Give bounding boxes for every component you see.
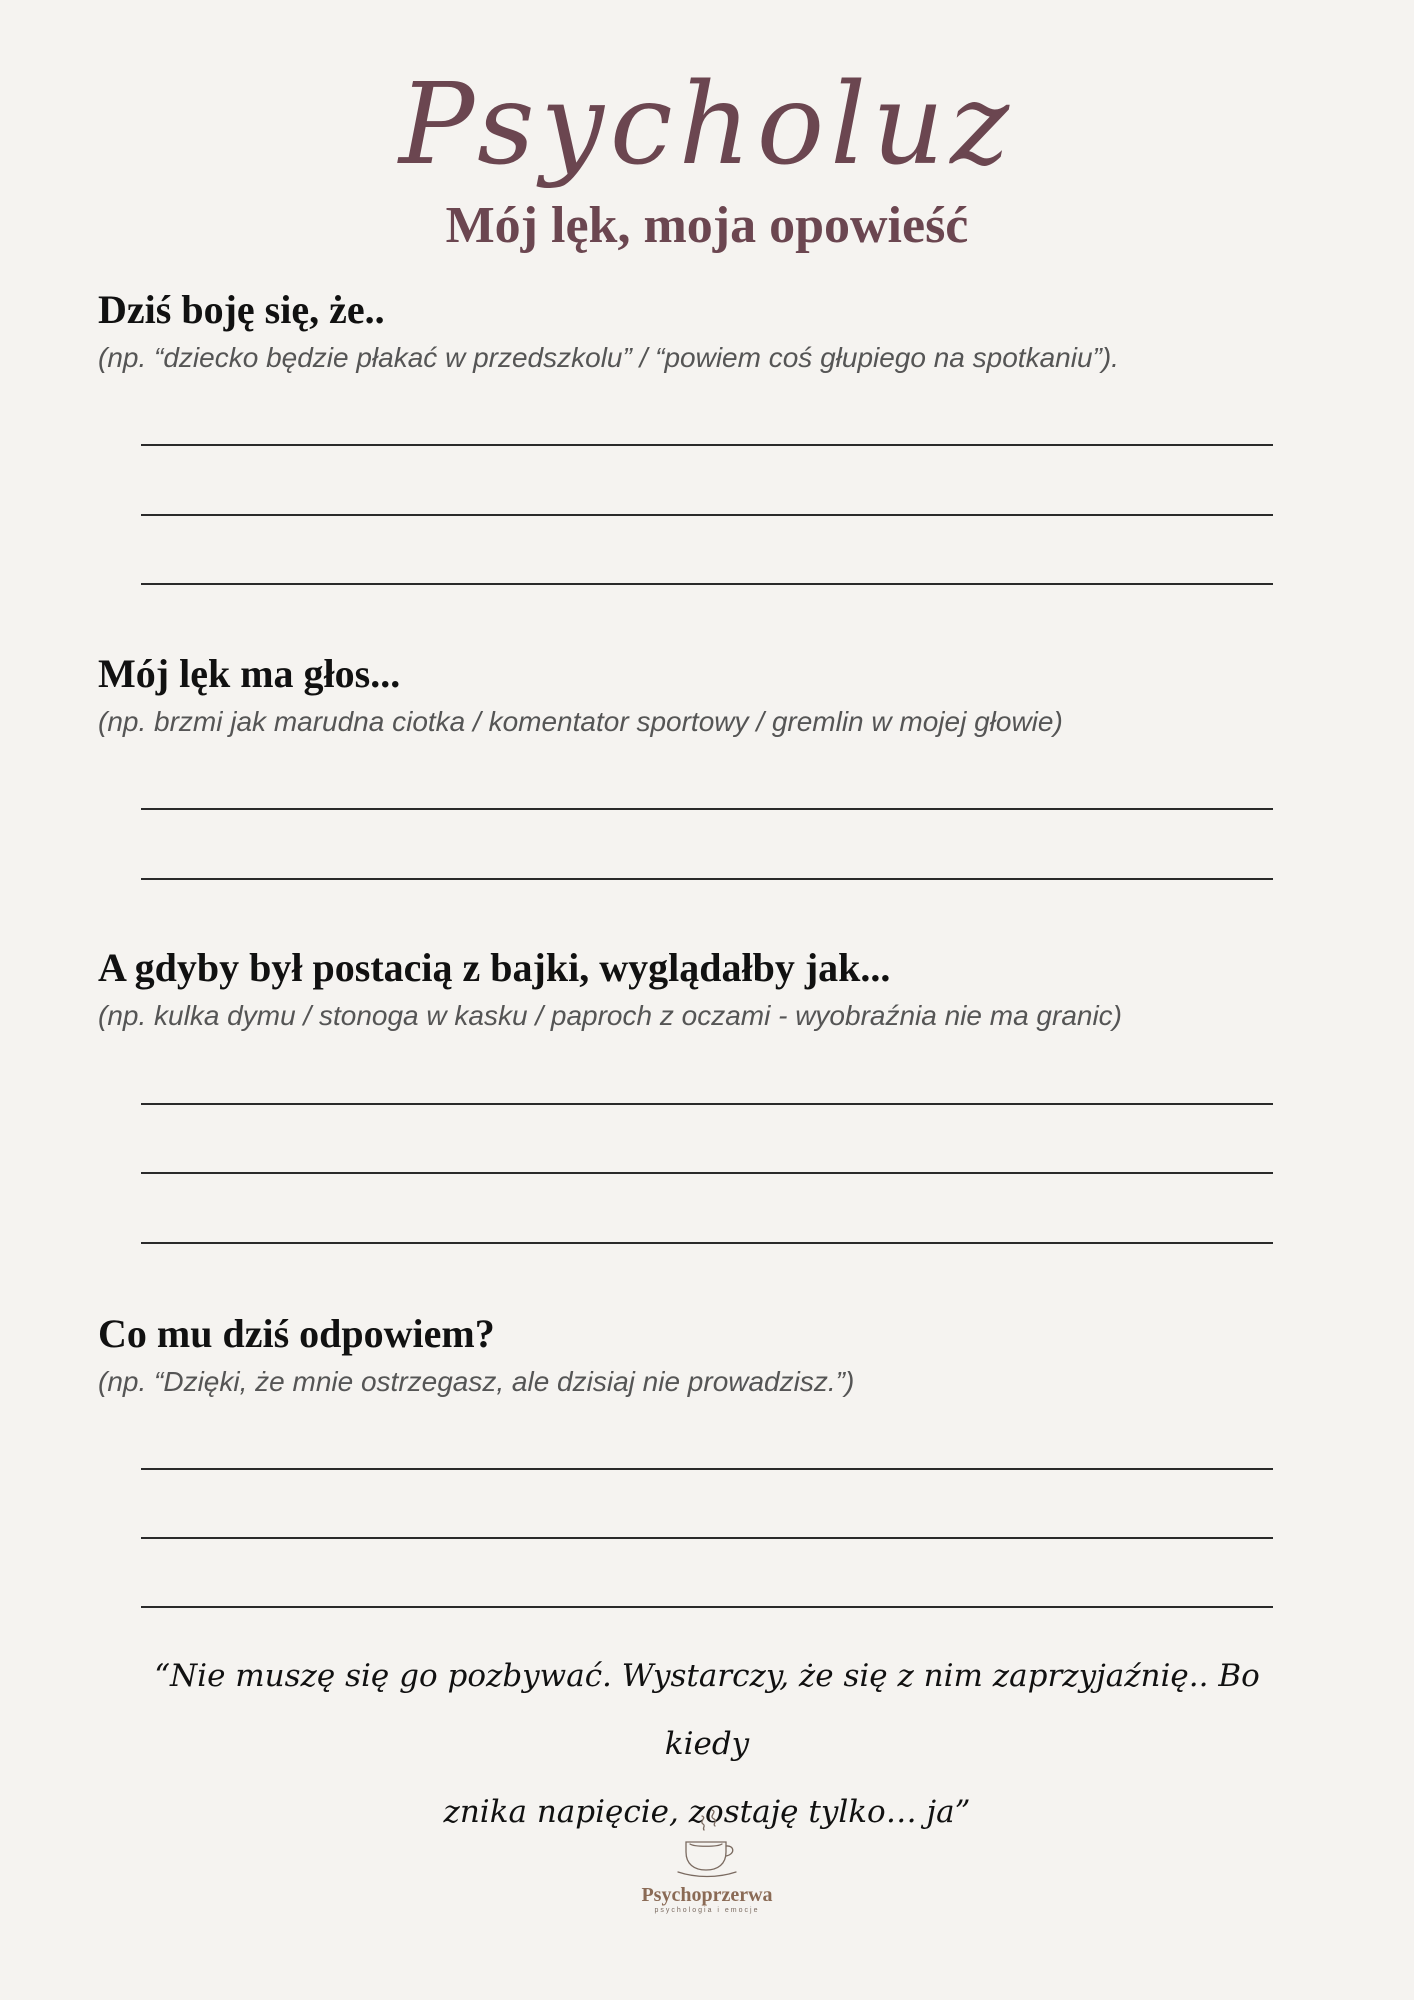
answer-line[interactable] bbox=[141, 808, 1273, 810]
answer-line[interactable] bbox=[141, 583, 1273, 585]
logo-tagline: psychologia i emocje bbox=[654, 1907, 760, 1914]
quote-line-2: znika napięcie, zostaję tylko… ja” bbox=[443, 1794, 971, 1830]
answer-line[interactable] bbox=[141, 878, 1273, 880]
answer-line[interactable] bbox=[141, 1606, 1273, 1608]
coffee-cup-icon bbox=[672, 1806, 742, 1880]
question-hint-4: (np. “Dzięki, że mnie ostrzegasz, ale dzisiaj nie prowadzisz.”) bbox=[98, 1366, 855, 1397]
quote-line-1: “Nie muszę się go pozbywać. Wystarczy, że się z nim zaprzyjaźnię.. Bo kiedy bbox=[154, 1658, 1260, 1762]
question-section-2 bbox=[98, 650, 1273, 740]
question-title-4: Co mu dziś odpowiem? bbox=[98, 1311, 495, 1356]
answer-line[interactable] bbox=[141, 1468, 1273, 1470]
question-hint-2: (np. brzmi jak marudna ciotka / komentator sportowy / gremlin w mojej głowie) bbox=[98, 706, 1063, 737]
answer-line[interactable] bbox=[141, 1172, 1273, 1174]
question-title-1: Dziś boję się, że.. bbox=[98, 287, 385, 332]
question-hint-3: (np. kulka dymu / stonoga w kasku / paproch z oczami - wyobraźnia nie ma granic) bbox=[98, 1000, 1123, 1031]
answer-line[interactable] bbox=[141, 444, 1273, 446]
page-title: Mój lęk, moja opowieść bbox=[445, 197, 969, 254]
brand-logo bbox=[620, 1806, 794, 1916]
answer-line[interactable] bbox=[141, 1103, 1273, 1105]
question-section-1 bbox=[98, 286, 1273, 376]
answer-line[interactable] bbox=[141, 1242, 1273, 1244]
logo-name: Psychoprzerwa bbox=[641, 1884, 773, 1906]
question-title-3: A gdyby był postacią z bajki, wyglądałby jak... bbox=[98, 945, 891, 990]
answer-line[interactable] bbox=[141, 1537, 1273, 1539]
brand-script-title: Psycholuz bbox=[398, 60, 1016, 190]
question-section-3 bbox=[98, 944, 1273, 1034]
question-title-2: Mój lęk ma głos... bbox=[98, 651, 401, 696]
question-hint-1: (np. “dziecko będzie płakać w przedszkolu” / “powiem coś głupiego na spotkaniu”). bbox=[98, 342, 1119, 373]
answer-line[interactable] bbox=[141, 514, 1273, 516]
question-section-4 bbox=[98, 1310, 1273, 1400]
